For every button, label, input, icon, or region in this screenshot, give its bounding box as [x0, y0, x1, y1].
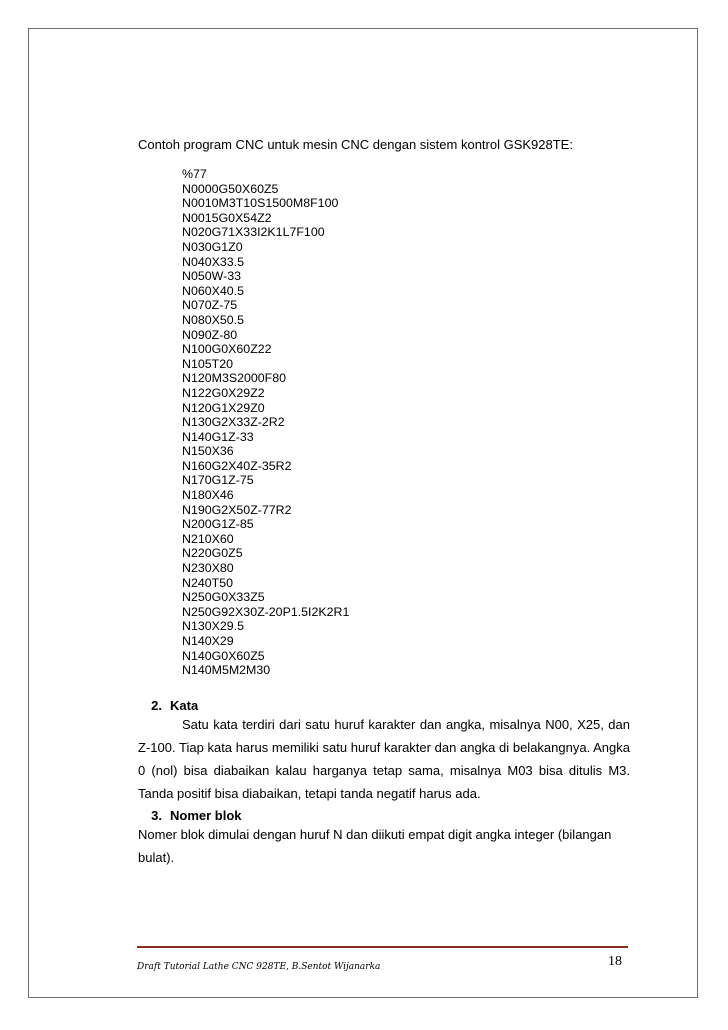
program-line: N140G1Z-33: [182, 429, 254, 444]
section-kata-number: 2.: [151, 698, 162, 713]
section-nomer-title: Nomer blok: [170, 808, 242, 823]
program-line: N040X33.5: [182, 254, 245, 269]
program-line: N100G0X60Z22: [182, 342, 272, 357]
program-line: N140X29: [182, 634, 234, 648]
section-nomer-body: Nomer blok dimulai dengan huruf N dan diikuti empat digit angka integer (bilangan bulat).: [138, 827, 612, 865]
program-line: N180X46: [182, 488, 234, 503]
program-line: N120M3S2000F80: [182, 371, 287, 386]
section-kata-title: Kata: [170, 698, 199, 713]
program-line: N200G1Z-85: [182, 517, 254, 532]
program-line: N190G2X50Z-77R2: [182, 502, 292, 517]
section-nomer-number: 3.: [151, 808, 162, 823]
program-line: N250G92X30Z-20P1.5I2K2R1: [182, 604, 350, 619]
program-line: N080X50.5: [182, 312, 245, 327]
program-line: N020G71X33I2K1L7F100: [182, 225, 325, 240]
program-line: N140G0X60Z5: [182, 648, 265, 663]
program-line: N030G1Z0: [182, 239, 243, 254]
program-line: N0015G0X54Z2: [182, 210, 272, 225]
program-line: N120G1X29Z0: [182, 400, 265, 415]
section-nomer-blok: [138, 808, 630, 869]
program-line: N0010M3T10S1500M8F100: [182, 196, 339, 211]
footer-rule: [137, 946, 628, 948]
page-footer: [137, 946, 628, 974]
program-line: %77: [182, 167, 207, 181]
program-line: N210X60: [182, 531, 234, 546]
section-kata-heading: [138, 698, 630, 713]
program-line: N060X40.5: [182, 283, 245, 298]
program-line: N070Z-75: [182, 298, 238, 313]
program-line: N250G0X33Z5: [182, 590, 265, 605]
footer-text: Draft Tutorial Lathe CNC 928TE, B.Sentot Wijanarka: [137, 962, 381, 972]
program-line: N050W-33: [182, 269, 242, 284]
intro-block: [138, 137, 630, 167]
program-line: N220G0Z5: [182, 546, 243, 561]
program-line: N130X29.5: [182, 619, 245, 634]
program-line: N150X36: [182, 444, 234, 459]
program-line: N105T20: [182, 356, 233, 371]
section-kata-body: Satu kata terdiri dari satu huruf karakter dan angka, misalnya N00, X25, dan Z-100. Tiap kata harus memiliki satu huruf karakter dan angka di belakangnya. Angka 0 (nol) bisa diabaikan kalau harganya tetap sama, misalnya M03 bisa ditulis M3. Tanda positif bisa diabaikan, tetapi tanda negatif harus ada.: [138, 717, 630, 801]
program-line: N090Z-80: [182, 327, 238, 342]
cnc-program-listing: [182, 167, 349, 678]
program-line: N240T50: [182, 575, 233, 590]
program-line: N140M5M2M30: [182, 663, 271, 678]
section-nomer-heading: [138, 808, 630, 823]
intro-text: Contoh program CNC untuk mesin CNC dengan sistem kontrol GSK928TE:: [138, 137, 573, 152]
program-line: N130G2X33Z-2R2: [182, 415, 285, 430]
page-number: 18: [608, 954, 622, 969]
program-line: N170G1Z-75: [182, 473, 254, 488]
program-line: N230X80: [182, 561, 234, 576]
section-kata: [138, 698, 630, 805]
program-line: N0000G50X60Z5: [182, 181, 279, 196]
program-line: N122G0X29Z2: [182, 385, 265, 400]
program-line: N160G2X40Z-35R2: [182, 458, 292, 473]
